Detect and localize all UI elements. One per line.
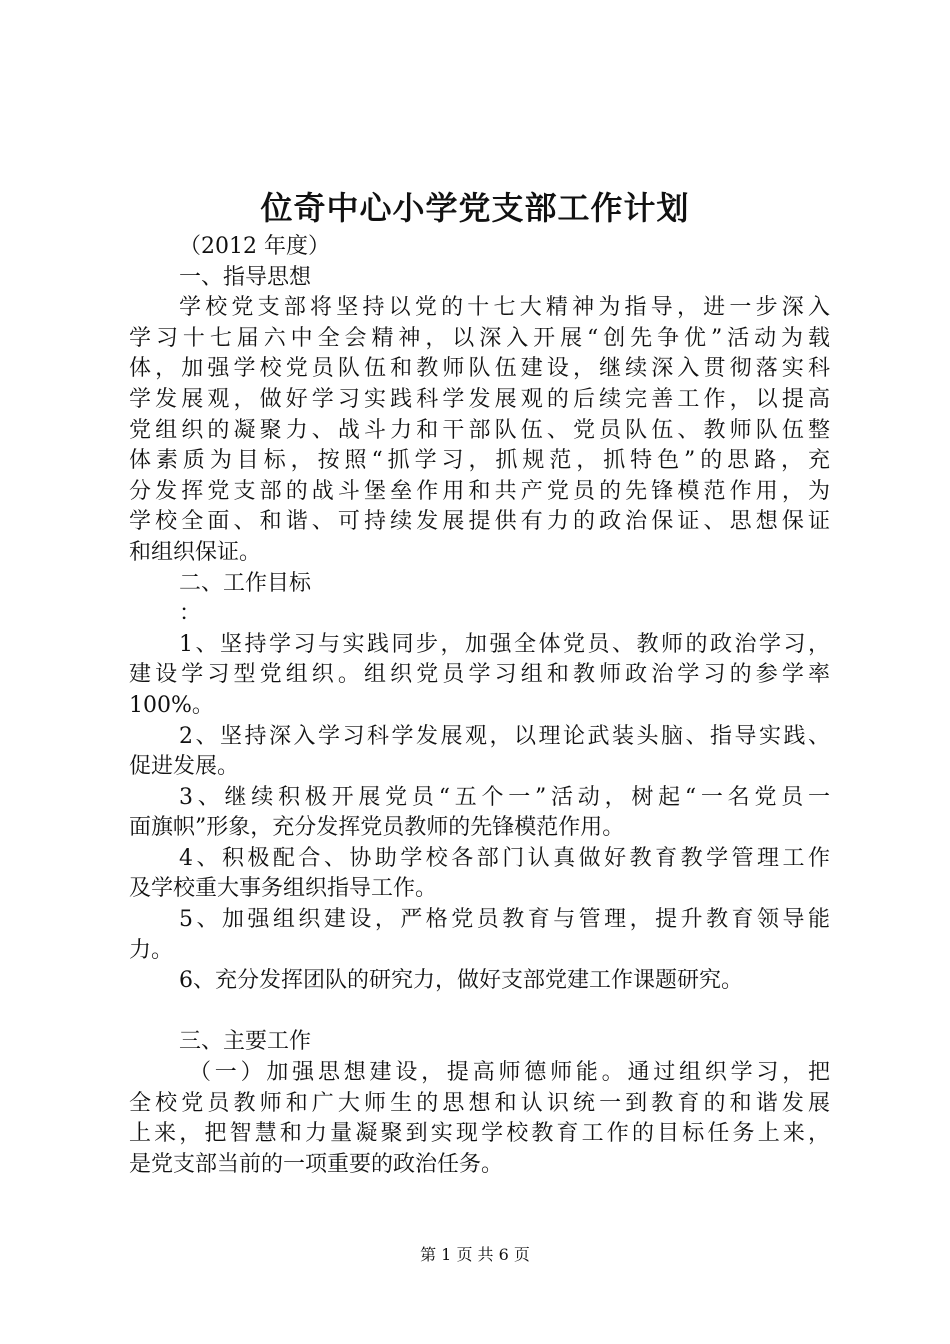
document-body	[129, 232, 830, 1180]
paragraph-line: 学校党支部将坚持以党的十七大精神为指导，进一步深入	[179, 295, 830, 321]
goal-item-3-cont: 面旗帜”形象，充分发挥党员教师的先锋模范作用。	[129, 815, 625, 841]
paragraph-line: 学习十七届六中全会精神，以深入开展“创先争优”活动为载	[129, 325, 830, 351]
goal-item-1: 1、坚持学习与实践同步，加强全体党员、教师的政治学习，	[179, 631, 830, 657]
paragraph-line: 和组织保证。	[129, 539, 262, 565]
paragraph-line: 学校全面、和谐、可持续发展提供有力的政治保证、思想保证	[129, 509, 830, 535]
goal-item-6: 6、充分发挥团队的研究力，做好支部党建工作课题研究。	[179, 968, 743, 994]
page-footer: 第 1 页 共 6 页	[420, 1245, 530, 1264]
document-title: 位奇中心小学党支部工作计划	[260, 189, 690, 227]
goal-item-3: 3、继续积极开展党员“五个一”活动，树起“一名党员一	[179, 784, 830, 810]
paragraph-line: 体，加强学校党员队伍和教师队伍建设，继续深入贯彻落实科	[129, 356, 830, 382]
paragraph-line: 学发展观，做好学习实践科学发展观的后续完善工作，以提高	[129, 386, 830, 412]
goal-item-1-cont: 100%。	[129, 692, 214, 718]
section-heading-1: 一、指导思想	[179, 264, 312, 290]
goal-item-2: 2、坚持深入学习科学发展观，以理论武装头脑、指导实践、	[179, 723, 830, 749]
work-paragraph-line: 上来，把智慧和力量凝聚到实现学校教育工作的目标任务上来，	[129, 1121, 830, 1147]
paragraph-line: 分发挥党支部的战斗堡垒作用和共产党员的先锋模范作用，为	[129, 478, 830, 504]
paragraph-line: 党组织的凝聚力、战斗力和干部队伍、党员队伍、教师队伍整	[129, 417, 830, 443]
year-line: （2012 年度）	[179, 234, 330, 259]
goal-item-4: 4、积极配合、协助学校各部门认真做好教育教学管理工作	[179, 845, 830, 871]
work-paragraph: （一）加强思想建设，提高师德师能。通过组织学习，把	[189, 1060, 830, 1086]
goal-item-4-cont: 及学校重大事务组织指导工作。	[129, 876, 438, 902]
work-paragraph-line: 是党支部当前的一项重要的政治任务。	[129, 1151, 504, 1177]
section-heading-3: 三、主要工作	[179, 1029, 312, 1055]
work-paragraph-line: 全校党员教师和广大师生的思想和认识统一到教育的和谐发展	[129, 1090, 830, 1116]
goal-item-1-cont: 建设学习型党组织。组织党员学习组和教师政治学习的参学率	[129, 662, 830, 688]
goal-item-2-cont: 促进发展。	[129, 754, 240, 780]
goal-item-5-cont: 力。	[129, 937, 174, 963]
paragraph-line: 体素质为目标，按照“抓学习，抓规范，抓特色”的思路，充	[129, 448, 830, 474]
section-heading-2: 二、工作目标	[179, 570, 312, 596]
goal-item-5: 5、加强组织建设，严格党员教育与管理，提升教育领导能	[179, 907, 830, 933]
colon-line: ：	[179, 601, 202, 627]
blank-line	[129, 997, 830, 1028]
